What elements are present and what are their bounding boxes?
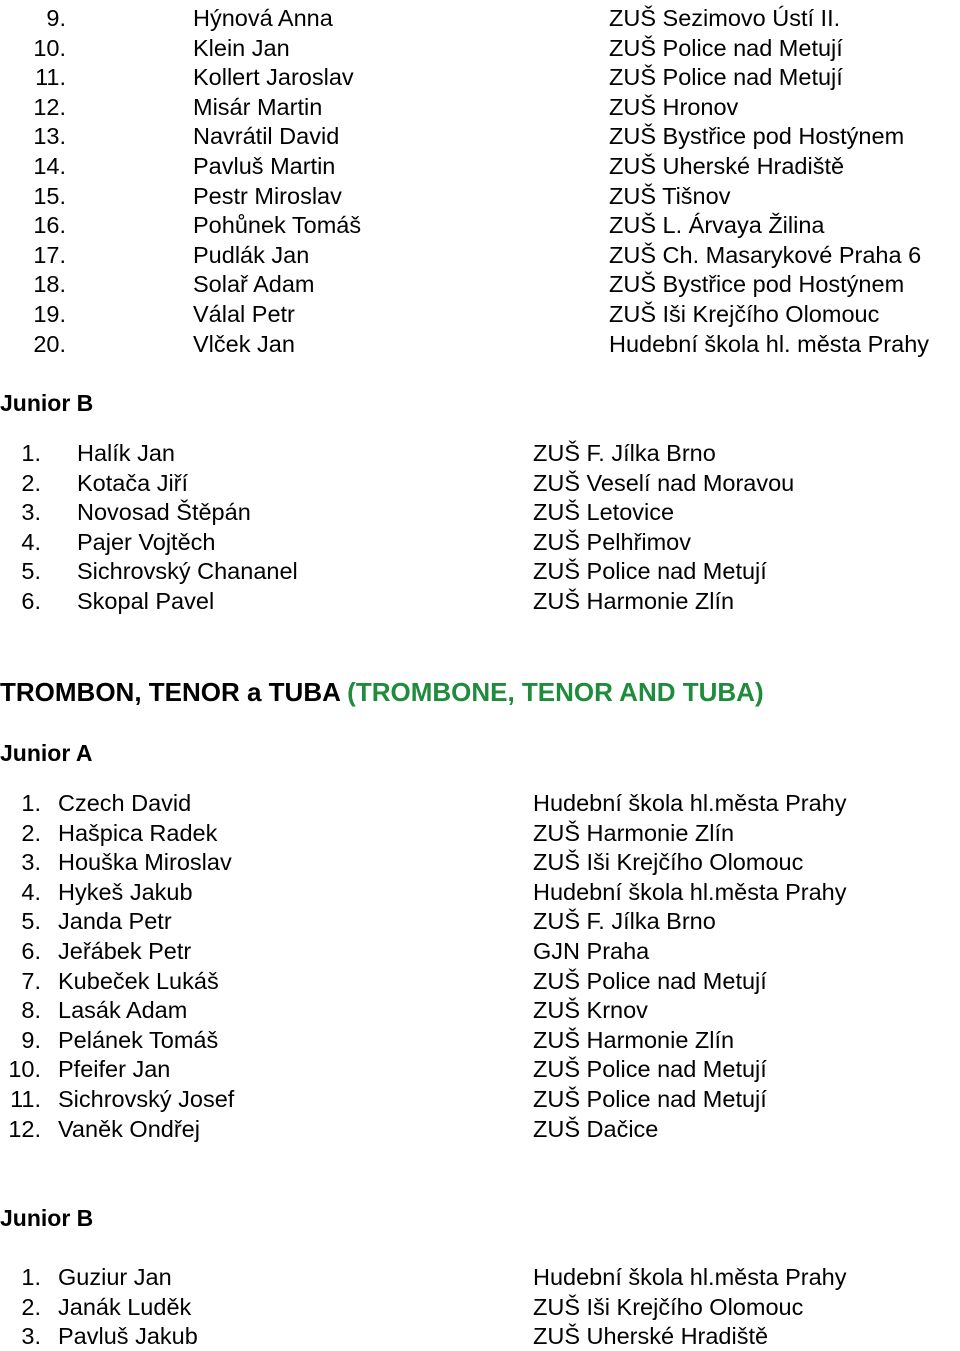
list-row bbox=[0, 788, 960, 818]
school-name: ZUŠ Iši Krejčího Olomouc bbox=[533, 1293, 804, 1320]
row-number: 6. bbox=[21, 938, 41, 964]
row-number: 15. bbox=[33, 182, 66, 209]
school-name: ZUŠ Iši Krejčího Olomouc bbox=[533, 849, 804, 876]
row-number: 18. bbox=[33, 271, 66, 298]
participant-name: Vaněk Ondřej bbox=[58, 1115, 200, 1142]
list-row bbox=[0, 33, 960, 63]
list-row bbox=[0, 818, 960, 848]
school-name: ZUŠ F. Jílka Brno bbox=[533, 908, 716, 935]
list-row bbox=[0, 210, 960, 240]
participant-name: Guziur Jan bbox=[58, 1264, 172, 1290]
school-name: ZUŠ Letovice bbox=[533, 499, 675, 526]
participant-name: Pajer Vojtěch bbox=[77, 528, 216, 555]
list-row bbox=[0, 1262, 960, 1292]
list-row bbox=[0, 1084, 960, 1114]
row-number: 1. bbox=[21, 1264, 41, 1290]
participant-name: Misár Martin bbox=[193, 93, 323, 120]
list-row bbox=[0, 497, 960, 527]
school-name: ZUŠ Harmonie Zlín bbox=[533, 588, 735, 614]
participant-name: Pavluš Jakub bbox=[58, 1323, 198, 1350]
row-number: 4. bbox=[21, 878, 41, 905]
list-row bbox=[0, 121, 960, 151]
row-number: 3. bbox=[21, 849, 41, 876]
participant-name: Pavluš Martin bbox=[193, 153, 336, 179]
category-heading-junior-a: Junior A bbox=[0, 740, 93, 766]
list-row bbox=[0, 556, 960, 586]
list-row bbox=[0, 1025, 960, 1055]
row-number: 5. bbox=[21, 558, 41, 585]
participant-name: Czech David bbox=[58, 790, 192, 816]
participant-name: Janák Luděk bbox=[58, 1293, 192, 1320]
list-row bbox=[0, 3, 960, 33]
school-name: ZUŠ Ch. Masarykové Praha 6 bbox=[609, 241, 922, 268]
list-row bbox=[0, 847, 960, 877]
row-number: 12. bbox=[33, 93, 66, 120]
section-title-main: TROMBON, TENOR a TUBA bbox=[0, 677, 340, 707]
participant-name: Lasák Adam bbox=[58, 997, 188, 1024]
school-name: ZUŠ Police nad Metují bbox=[609, 64, 843, 91]
list-row bbox=[0, 240, 960, 270]
list-row bbox=[0, 586, 960, 616]
row-number: 6. bbox=[21, 588, 41, 614]
row-number: 2. bbox=[21, 1293, 41, 1320]
school-name: ZUŠ Uherské Hradiště bbox=[609, 153, 845, 179]
list-row bbox=[0, 468, 960, 498]
list-row bbox=[0, 527, 960, 557]
row-number: 2. bbox=[21, 819, 41, 846]
participant-name: Pestr Miroslav bbox=[193, 182, 342, 209]
list-row bbox=[0, 966, 960, 996]
participant-name: Hykeš Jakub bbox=[58, 878, 193, 905]
row-number: 1. bbox=[21, 790, 41, 816]
row-number: 12. bbox=[8, 1115, 41, 1142]
school-name: ZUŠ Dačice bbox=[533, 1115, 659, 1142]
list-row bbox=[0, 299, 960, 329]
list-row bbox=[0, 995, 960, 1025]
participant-name: Sichrovský Josef bbox=[58, 1086, 235, 1112]
school-name: ZUŠ Harmonie Zlín bbox=[533, 1026, 735, 1053]
row-number: 16. bbox=[33, 212, 66, 239]
row-number: 11. bbox=[35, 64, 66, 91]
school-name: ZUŠ Pelhřimov bbox=[533, 528, 692, 555]
row-number: 8. bbox=[21, 997, 41, 1024]
participant-name: Janda Petr bbox=[58, 908, 172, 935]
school-name: ZUŠ Police nad Metují bbox=[533, 1056, 767, 1083]
participant-name: Válal Petr bbox=[193, 301, 295, 327]
school-name: Hudební škola hl.města Prahy bbox=[533, 790, 847, 816]
school-name: ZUŠ Uherské Hradiště bbox=[533, 1323, 769, 1350]
participant-name: Vlček Jan bbox=[193, 330, 295, 357]
section-title bbox=[0, 675, 764, 709]
school-name: ZUŠ Tišnov bbox=[609, 182, 731, 209]
list-row bbox=[0, 269, 960, 299]
list-row bbox=[0, 906, 960, 936]
participant-name: Hašpica Radek bbox=[58, 819, 218, 846]
school-name: ZUŠ Bystřice pod Hostýnem bbox=[609, 123, 905, 150]
participant-name: Pfeifer Jan bbox=[58, 1056, 171, 1083]
participant-name: Hýnová Anna bbox=[193, 5, 333, 31]
participant-name: Novosad Štěpán bbox=[77, 499, 251, 526]
list-row bbox=[0, 181, 960, 211]
row-number: 9. bbox=[46, 5, 66, 31]
participant-name: Solař Adam bbox=[193, 271, 315, 298]
participant-name: Pelánek Tomáš bbox=[58, 1026, 219, 1053]
category-heading-junior-b-2: Junior B bbox=[0, 1205, 94, 1231]
participant-name: Kollert Jaroslav bbox=[193, 64, 354, 91]
participant-name: Navrátil David bbox=[193, 123, 340, 150]
participant-name: Pudlák Jan bbox=[193, 241, 310, 268]
list-row bbox=[0, 1054, 960, 1084]
row-number: 9. bbox=[21, 1026, 41, 1053]
school-name: ZUŠ Iši Krejčího Olomouc bbox=[609, 301, 880, 327]
school-name: GJN Praha bbox=[533, 938, 650, 964]
school-name: ZUŠ Harmonie Zlín bbox=[533, 819, 735, 846]
row-number: 5. bbox=[21, 908, 41, 935]
participant-name: Skopal Pavel bbox=[77, 588, 215, 614]
participant-name: Sichrovský Chananel bbox=[77, 558, 298, 585]
participant-name: Kotača Jiří bbox=[77, 469, 189, 496]
school-name: ZUŠ Police nad Metují bbox=[533, 558, 767, 585]
row-number: 7. bbox=[21, 967, 41, 994]
school-name: ZUŠ F. Jílka Brno bbox=[533, 440, 716, 466]
row-number: 3. bbox=[21, 1323, 41, 1350]
participant-name: Jeřábek Petr bbox=[58, 938, 192, 964]
row-number: 11. bbox=[10, 1086, 41, 1112]
row-number: 13. bbox=[33, 123, 66, 150]
list-row bbox=[0, 329, 960, 359]
list-row bbox=[0, 438, 960, 468]
list-row bbox=[0, 877, 960, 907]
row-number: 2. bbox=[21, 469, 41, 496]
list-row bbox=[0, 62, 960, 92]
participant-name: Kubeček Lukáš bbox=[58, 967, 219, 994]
school-name: ZUŠ Police nad Metují bbox=[609, 34, 843, 61]
row-number: 10. bbox=[8, 1056, 41, 1083]
row-number: 17. bbox=[33, 241, 66, 268]
row-number: 14. bbox=[33, 153, 66, 179]
row-number: 10. bbox=[33, 34, 66, 61]
school-name: ZUŠ Police nad Metují bbox=[533, 967, 767, 994]
school-name: Hudební škola hl. města Prahy bbox=[609, 330, 930, 357]
participant-name: Houška Miroslav bbox=[58, 849, 232, 876]
row-number: 3. bbox=[21, 499, 41, 526]
school-name: Hudební škola hl.města Prahy bbox=[533, 878, 847, 905]
list-row bbox=[0, 151, 960, 181]
school-name: ZUŠ Police nad Metují bbox=[533, 1086, 767, 1112]
school-name: Hudební škola hl.města Prahy bbox=[533, 1264, 847, 1290]
list-row bbox=[0, 1292, 960, 1322]
row-number: 4. bbox=[21, 528, 41, 555]
school-name: ZUŠ Bystřice pod Hostýnem bbox=[609, 271, 905, 298]
school-name: ZUŠ Veselí nad Moravou bbox=[533, 469, 795, 496]
row-number: 19. bbox=[33, 301, 66, 327]
list-row bbox=[0, 1114, 960, 1144]
school-name: ZUŠ L. Árvaya Žilina bbox=[609, 212, 825, 239]
school-name: ZUŠ Krnov bbox=[533, 997, 648, 1024]
school-name: ZUŠ Hronov bbox=[609, 93, 739, 120]
row-number: 20. bbox=[33, 330, 66, 357]
list-row bbox=[0, 92, 960, 122]
participant-name: Pohůnek Tomáš bbox=[193, 212, 362, 239]
school-name: ZUŠ Sezimovo Ústí II. bbox=[609, 5, 841, 31]
row-number: 1. bbox=[21, 440, 41, 466]
participant-name: Klein Jan bbox=[193, 34, 290, 61]
section-title-translation: (TROMBONE, TENOR AND TUBA) bbox=[347, 677, 764, 707]
participant-name: Halík Jan bbox=[77, 440, 175, 466]
list-row bbox=[0, 936, 960, 966]
category-heading-junior-b: Junior B bbox=[0, 390, 94, 416]
